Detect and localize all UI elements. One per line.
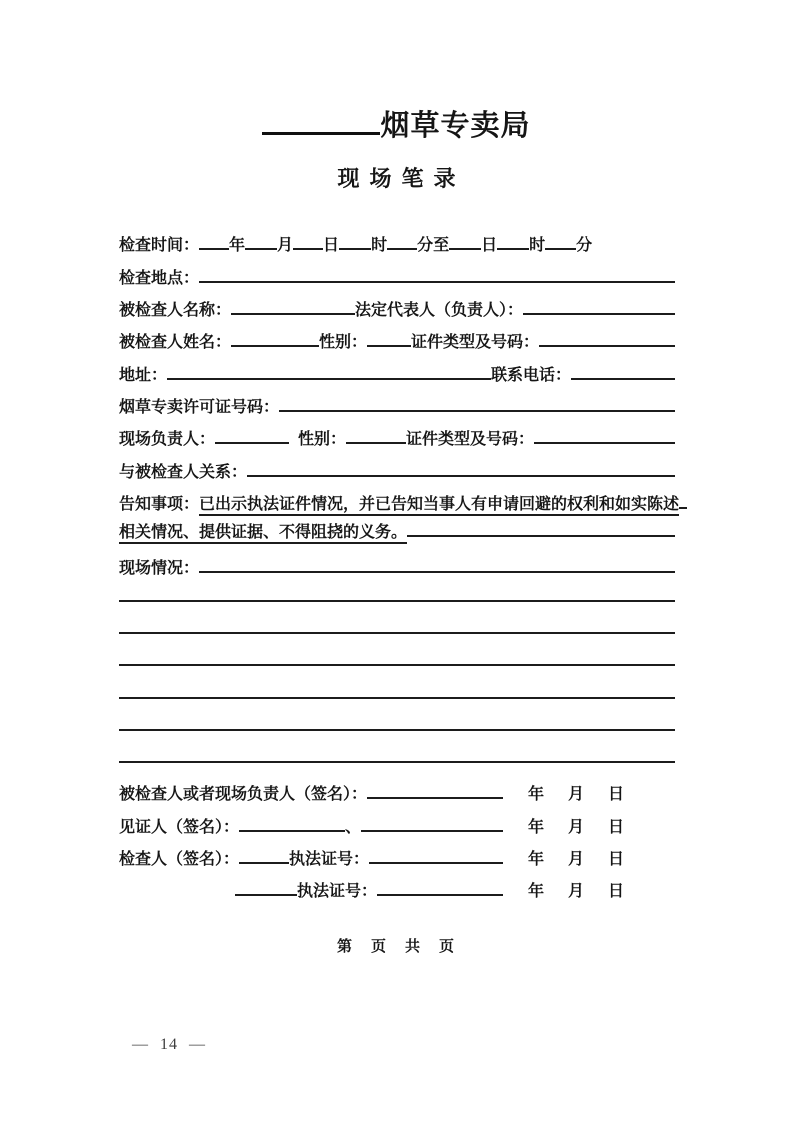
field-label: 被检查人名称： [119,302,232,320]
field-label: 检查人（签名）： [119,851,240,869]
blank-underline-field [199,234,229,250]
blank-underline-field [377,880,503,896]
underlined-clause-text: 相关情况、提供证据、不得阻挠的义务。 [119,523,407,544]
field-label: 日 [323,237,340,255]
blank-underline-field [367,783,503,799]
blank-underline-field [387,234,417,250]
row-segments [119,230,675,262]
row-segments [119,683,675,693]
blank-underline-field [361,816,503,832]
blank-underline-field [539,331,675,347]
row-segments [119,715,675,725]
date-year-month-day: 年 月 日 [528,851,629,869]
document-title [0,107,793,145]
blank-underline-field [119,618,675,634]
blank-underline-field [231,299,355,315]
form-row-signature-inspector-2 [119,876,675,908]
blank-underline-field [239,848,289,864]
form-row-inspected-entity [119,295,675,327]
field-label: 性别： [298,431,347,449]
field-label: 现场情况： [119,560,200,578]
field-label: 日 [481,237,498,255]
blank-underline-field [369,848,503,864]
row-segments [119,747,675,757]
form-row-writing-line-6 [119,747,675,779]
field-label: 联系电话： [490,366,571,384]
blank-underline-field [119,747,675,763]
field-label: 被检查人或者现场负责人（签名）： [119,786,368,804]
form-row-signature-witness [119,812,675,844]
blank-underline-field [407,521,675,537]
form-row-signature-inspected [119,779,675,811]
field-label: 性别： [319,334,368,352]
form-row-site-situation [119,553,675,585]
indent-gap [119,895,235,896]
blank-underline-field [167,364,491,380]
blank-underline-field [339,234,371,250]
row-segments [119,844,503,876]
form-row-writing-line-4 [119,683,675,715]
form-row-writing-line-2 [119,618,675,650]
row-segments [119,553,675,585]
form-row-license-number [119,392,675,424]
form-row-inspection-place [119,263,675,295]
form-row-signature-inspector-1 [119,844,675,876]
field-label: 见证人（签名）： [119,818,240,836]
row-segments [119,295,675,327]
row-segments [119,424,675,456]
field-label: 执法证号： [289,851,370,869]
blank-underline-field [279,396,675,412]
field-label: 现场负责人： [119,431,216,449]
blank-underline-field [679,493,687,509]
blank-underline-field [545,234,576,250]
document-subtitle: 现场笔录 [337,166,466,192]
field-label: 分 [576,237,593,255]
field-label: 地址： [119,366,168,384]
blank-underline-field [199,267,675,283]
blank-underline-field [497,234,529,250]
field-label: 法定代表人（负责人）： [355,302,524,320]
blank-underline-field [523,299,675,315]
form-row-notification-line-1 [119,489,680,521]
blank-underline-field [534,428,675,444]
row-segments [119,586,675,596]
blank-underline-field [239,816,345,832]
blank-underline-field [199,557,675,573]
blank-underline-field [119,650,675,666]
row-segments [119,392,675,424]
field-label: 分至 [417,237,450,255]
field-label: 执法证号： [297,883,378,901]
field-label: 时 [371,237,388,255]
indent-gap [289,443,298,444]
field-label: 检查地点： [119,269,200,287]
field-label: 时 [529,237,546,255]
date-year-month-day: 年 月 日 [528,786,629,804]
date-year-month-day: 年 月 日 [528,883,629,901]
blank-underline-field [215,428,289,444]
form-row-writing-line-5 [119,715,675,747]
form-body [119,230,680,908]
form-row-relation-to-inspected [119,457,675,489]
row-segments [119,263,675,295]
page-number: — 14 — [132,1036,206,1053]
form-row-inspected-person [119,327,675,359]
blank-underline-field [571,364,675,380]
row-segments [119,650,675,660]
blank-underline-field [293,234,323,250]
field-label: 告知事项： [119,495,200,513]
row-segments [119,521,675,544]
row-segments [119,327,675,359]
field-label: 证件类型及号码： [411,334,540,352]
blank-underline-field [119,715,675,731]
row-segments [119,360,675,392]
blank-underline-field [231,331,319,347]
title-text: 烟草专卖局 [380,110,531,142]
field-label: 月 [277,237,294,255]
blank-underline-field [449,234,481,250]
field-label: 、 [345,818,362,836]
row-segments [119,457,675,489]
form-row-inspection-time [119,230,675,262]
field-label: 被检查人姓名： [119,334,232,352]
blank-underline-field [247,461,675,477]
blank-underline-field [245,234,277,250]
row-segments [119,876,503,908]
blank-underline-field [367,331,411,347]
row-segments [119,489,680,521]
form-row-site-manager [119,424,675,456]
field-label: 检查时间： [119,237,200,255]
blank-underline-field [235,880,297,896]
row-segments [119,618,675,628]
field-label: 证件类型及号码： [406,431,535,449]
form-row-notification-line-2 [119,521,675,553]
blank-underline-field [119,683,675,699]
blank-underline-field [119,586,675,602]
field-label: 年 [229,237,246,255]
row-segments [119,779,503,811]
field-label: 与被检查人关系： [119,463,248,481]
form-row-writing-line-1 [119,586,675,618]
row-segments [119,812,503,844]
form-row-address [119,360,675,392]
title-blank-line [262,132,380,135]
date-year-month-day: 年 月 日 [528,818,629,836]
page-footer: 第 页 共 页 [336,938,456,955]
blank-underline-field [346,428,406,444]
field-label: 烟草专卖许可证号码： [119,398,280,416]
form-row-writing-line-3 [119,650,675,682]
underlined-clause-text: 已出示执法证件情况，并已告知当事人有申请回避的权利和如实陈述 [199,495,679,516]
